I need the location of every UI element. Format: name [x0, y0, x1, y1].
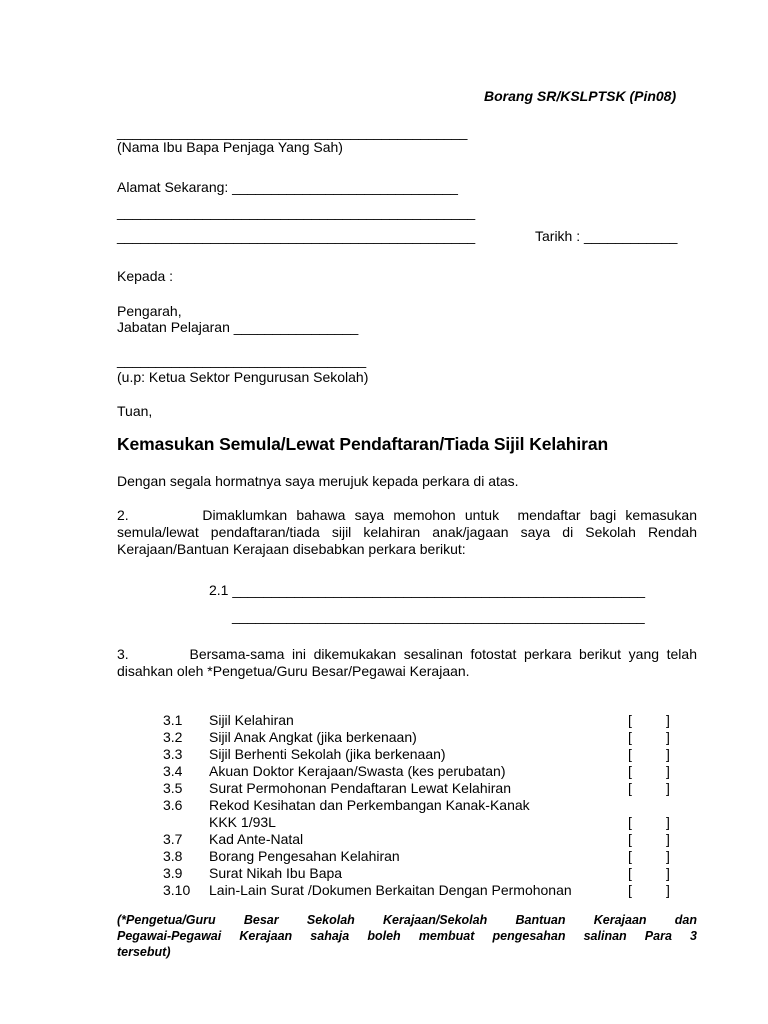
- checkbox-open-bracket[interactable]: [: [628, 848, 632, 864]
- checklist-item: [163, 882, 683, 899]
- checklist-item-number: 3.1: [163, 712, 183, 728]
- checklist-item: [163, 712, 683, 729]
- checklist-item-label: KKK 1/93L: [209, 814, 276, 830]
- checkbox-close-bracket[interactable]: ]: [666, 831, 670, 847]
- recipient-department-field[interactable]: Jabatan Pelajaran ________________: [117, 319, 359, 335]
- recipient-title: Pengarah,: [117, 303, 182, 319]
- checklist-item-number: 3.6: [163, 797, 183, 813]
- checklist-item-number: 3.9: [163, 865, 183, 881]
- address-field-line3[interactable]: ______________________________________________: [117, 228, 476, 244]
- reason-field-line1[interactable]: 2.1 _____________________________________________________: [209, 582, 646, 598]
- checklist-item-number: 3.7: [163, 831, 183, 847]
- document-checklist: [163, 712, 683, 899]
- address-field-line2[interactable]: ______________________________________________: [117, 204, 476, 220]
- checklist-item-number: 3.8: [163, 848, 183, 864]
- checklist-item-number: 3.3: [163, 746, 183, 762]
- checkbox-open-bracket[interactable]: [: [628, 882, 632, 898]
- checkbox-close-bracket[interactable]: ]: [666, 712, 670, 728]
- checklist-item-label: Sijil Anak Angkat (jika berkenaan): [209, 729, 417, 745]
- paragraph-3-line: disahkan oleh *Pengetua/Guru Besar/Pegawai Kerajaan.: [117, 663, 470, 679]
- checklist-item-label: Lain-Lain Surat /Dokumen Berkaitan Dengan Permohonan: [209, 882, 572, 898]
- paragraph-3-line: 3. Bersama-sama ini dikemukakan sesalinan fotostat perkara berikut yang telah: [117, 646, 697, 662]
- date-field[interactable]: Tarikh : ____________: [535, 228, 678, 244]
- checkbox-open-bracket[interactable]: [: [628, 746, 632, 762]
- attention-label: (u.p: Ketua Sektor Pengurusan Sekolah): [117, 369, 369, 385]
- checklist-item-label: Akuan Doktor Kerajaan/Swasta (kes perubatan): [209, 763, 506, 779]
- footnote: [117, 912, 697, 960]
- checkbox-open-bracket[interactable]: [: [628, 865, 632, 881]
- checkbox-open-bracket[interactable]: [: [628, 712, 632, 728]
- checklist-item-label: Sijil Berhenti Sekolah (jika berkenaan): [209, 746, 446, 762]
- checkbox-close-bracket[interactable]: ]: [666, 746, 670, 762]
- paragraph-3: [117, 646, 697, 680]
- attention-field[interactable]: ________________________________: [117, 352, 367, 368]
- footnote-line: tersebut): [117, 945, 171, 959]
- checkbox-close-bracket[interactable]: ]: [666, 814, 670, 830]
- checklist-item-label: Surat Permohonan Pendaftaran Lewat Kelahiran: [209, 780, 511, 796]
- checklist-item: [163, 797, 683, 814]
- parent-name-field[interactable]: _____________________________________________: [117, 124, 468, 140]
- paragraph-2-line: 2. Dimaklumkan bahawa saya memohon untuk mendaftar bagi kemasukan: [117, 507, 697, 523]
- checklist-item-label: Surat Nikah Ibu Bapa: [209, 865, 343, 881]
- checkbox-close-bracket[interactable]: ]: [666, 865, 670, 881]
- subject-heading: Kemasukan Semula/Lewat Pendaftaran/Tiada Sijil Kelahiran: [117, 434, 609, 454]
- checklist-item: [163, 780, 683, 797]
- checklist-item-label: Rekod Kesihatan dan Perkembangan Kanak-Kanak: [209, 797, 530, 813]
- paragraph-2: [117, 507, 697, 558]
- checkbox-close-bracket[interactable]: ]: [666, 729, 670, 745]
- checkbox-open-bracket[interactable]: [: [628, 780, 632, 796]
- checkbox-open-bracket[interactable]: [: [628, 729, 632, 745]
- reference-text: Dengan segala hormatnya saya merujuk kepada perkara di atas.: [117, 473, 519, 489]
- checklist-item: [163, 831, 683, 848]
- checklist-item-number: 3.5: [163, 780, 183, 796]
- footnote-line: (*Pengetua/Guru Besar Sekolah Kerajaan/Sekolah Bantuan Kerajaan dan: [117, 913, 697, 927]
- checklist-item: [163, 865, 683, 882]
- checkbox-open-bracket[interactable]: [: [628, 831, 632, 847]
- checklist-item-label: Borang Pengesahan Kelahiran: [209, 848, 400, 864]
- checklist-item-number: 3.10: [163, 882, 191, 898]
- checkbox-close-bracket[interactable]: ]: [666, 763, 670, 779]
- checkbox-close-bracket[interactable]: ]: [666, 882, 670, 898]
- reason-field-line2[interactable]: _____________________________________________________: [232, 608, 645, 624]
- checklist-item: [163, 763, 683, 780]
- checklist-item-number: 3.2: [163, 729, 183, 745]
- footnote-line: Pegawai-Pegawai Kerajaan sahaja boleh membuat pengesahan salinan Para 3: [117, 929, 697, 943]
- checkbox-open-bracket[interactable]: [: [628, 763, 632, 779]
- form-code: Borang SR/KSLPTSK (Pin08): [484, 88, 677, 104]
- checklist-item-label: Kad Ante-Natal: [209, 831, 304, 847]
- parent-name-label: (Nama Ibu Bapa Penjaga Yang Sah): [117, 139, 343, 155]
- checklist-item: [163, 814, 683, 831]
- checklist-item: [163, 848, 683, 865]
- checkbox-close-bracket[interactable]: ]: [666, 848, 670, 864]
- address-field-line1[interactable]: Alamat Sekarang: _____________________________: [117, 179, 458, 195]
- checklist-item-label: Sijil Kelahiran: [209, 712, 294, 728]
- salutation: Tuan,: [117, 403, 153, 419]
- checkbox-close-bracket[interactable]: ]: [666, 780, 670, 796]
- paragraph-2-line: Kerajaan/Bantuan Kerajaan disebabkan perkara berikut:: [117, 541, 466, 557]
- checklist-item-number: 3.4: [163, 763, 183, 779]
- to-label: Kepada :: [117, 268, 174, 284]
- checklist-item: [163, 729, 683, 746]
- checkbox-open-bracket[interactable]: [: [628, 814, 632, 830]
- paragraph-2-line: semula/lewat pendaftaran/tiada sijil kelahiran anak/jagaan saya di Sekolah Rendah: [117, 524, 697, 540]
- checklist-item: [163, 746, 683, 763]
